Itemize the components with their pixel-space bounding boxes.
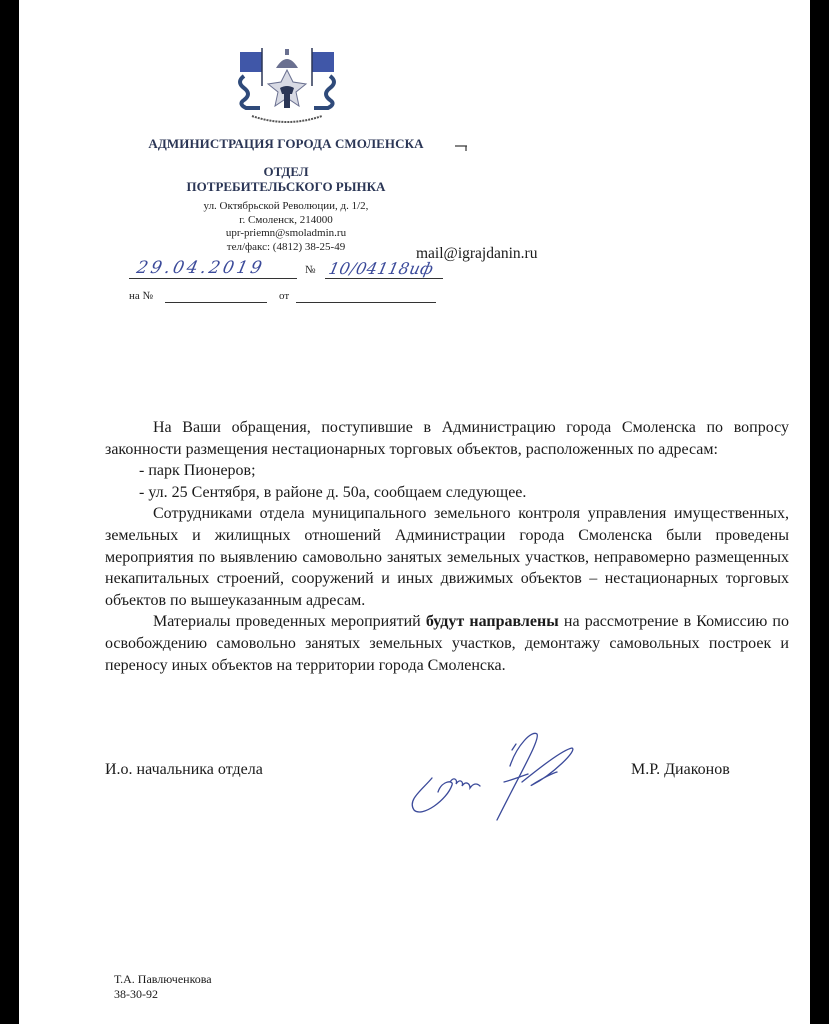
address-phone: тел/факс: (4812) 38-25-49 [226, 240, 346, 253]
address-email: upr-priemn@smoladmin.ru [225, 227, 347, 239]
reference-number-label: на № [129, 290, 154, 302]
address-street: ул. Октябрьской Революции, д. 1/2, [203, 200, 369, 212]
address-list-item: - парк Пионеров; [139, 462, 256, 480]
corner-mark [455, 138, 467, 144]
signatory-position: И.о. начальника отдела [105, 761, 263, 778]
paragraph-materials [105, 611, 789, 676]
paragraph-intro: На Ваши обращения, поступившие в Администрацию города Смоленска по вопросу законности размещения нестационарных торговых объектов, расположенных по адресам: [105, 419, 789, 458]
department-name [136, 164, 436, 194]
registration-line [129, 256, 449, 282]
sender-address [156, 200, 416, 254]
reference-number-blank [165, 302, 267, 303]
outgoing-date-field [129, 256, 297, 279]
executor-info [114, 972, 212, 1002]
materials-text-end: на рассмотрение в Комиссию по освобождению самовольно занятых земельных участков, демонтажу самовольных построек и переносу иных объектов на территории города Смоленска. [105, 613, 789, 674]
materials-text-bold: будут направлены [425, 613, 559, 631]
letter-body [105, 417, 789, 676]
department-line-1: ОТДЕЛ [263, 164, 309, 179]
recipient-email: mail@igrajdanin.ru [416, 245, 538, 262]
outgoing-number: 10/04118иф [326, 259, 436, 278]
coat-of-arms-icon [230, 46, 344, 126]
reference-date-blank [296, 302, 436, 303]
address-list-item: - ул. 25 Сентября, в районе д. 50а, сообщаем следующее. [139, 483, 527, 501]
address-city: г. Смоленск, 214000 [239, 213, 333, 226]
signatory-name: М.Р. Диаконов [631, 761, 730, 778]
materials-text-start: Материалы проведенных мероприятий [153, 613, 426, 631]
handwritten-signature-icon [402, 730, 602, 830]
letter-page [19, 0, 810, 1024]
executor-name: Т.А. Павлюченкова [114, 972, 212, 986]
department-line-2: ПОТРЕБИТЕЛЬСКОГО РЫНКА [186, 179, 386, 194]
paragraph-inspection: Сотрудниками отдела муниципального земельного контроля управления имущественных, земельных и жилищных отношений Администрации города Смоленска были проведены мероприятия по выявлению самовольно занятых земельных участков, неправомерно размещенных некапитальных строений, сооружений и иных движимых объектов – нестационарных торговых объектов по вышеуказанным адресам. [105, 505, 789, 609]
outgoing-date: 29.04.2019 [134, 258, 267, 278]
executor-phone: 38-30-92 [114, 987, 158, 1001]
reference-date-label: от [279, 290, 290, 302]
reference-line [129, 290, 449, 308]
organization-name: АДМИНИСТРАЦИЯ ГОРОДА СМОЛЕНСКА [148, 136, 424, 151]
number-label: № [305, 264, 316, 276]
